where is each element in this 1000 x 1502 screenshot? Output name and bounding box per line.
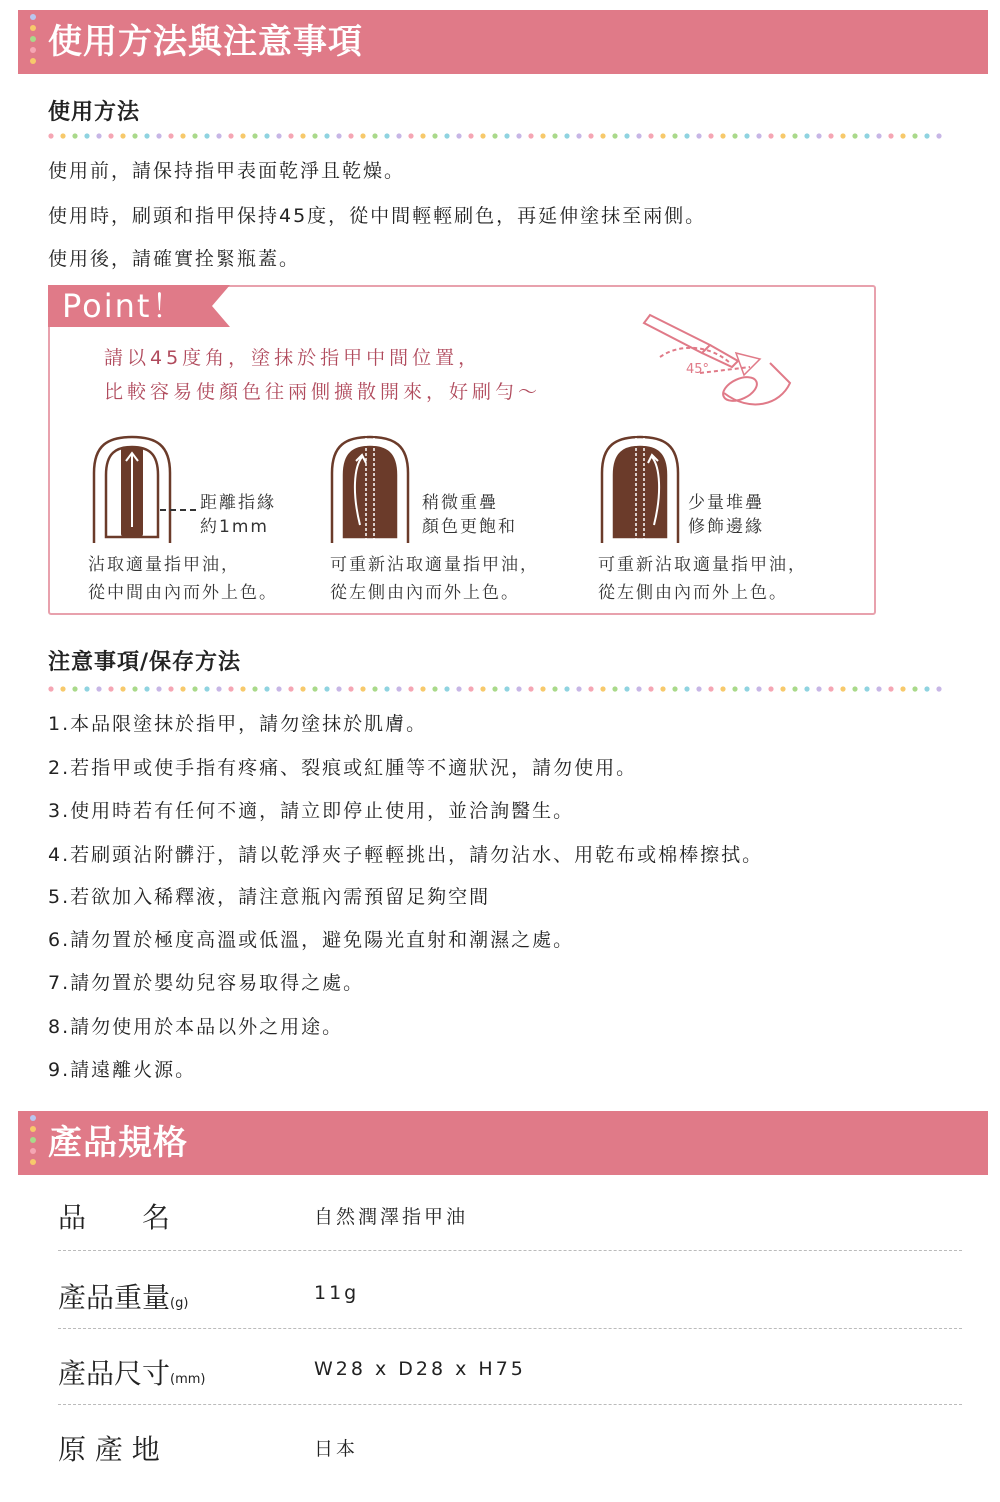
divider-dot (408, 133, 413, 138)
angle-label: 45° (686, 362, 710, 377)
divider-dot (876, 133, 881, 138)
spec-key: 產品重量(g) (58, 1281, 189, 1314)
divider-dot (516, 133, 521, 138)
spec-row-name (58, 1180, 962, 1256)
divider-dot (576, 686, 581, 691)
step1-label-1: 距離指緣 (200, 493, 276, 513)
divider-dot (732, 686, 737, 691)
divider-dot (300, 133, 305, 138)
divider-dot (132, 686, 137, 691)
divider-dot (156, 133, 161, 138)
divider-dot (492, 686, 497, 691)
spec-key: 原 產 地 (58, 1433, 160, 1466)
divider-dot (864, 133, 869, 138)
caution-item: 1.本品限塗抹於指甲，請勿塗抹於肌膚。 (48, 713, 428, 735)
spec-row-size (58, 1336, 962, 1412)
divider-dot (228, 686, 233, 691)
divider-dot (120, 686, 125, 691)
step1-caption-1: 沾取適量指甲油， (88, 555, 240, 575)
usage-line-1: 使用前，請保持指甲表面乾淨且乾燥。 (48, 160, 406, 182)
divider-dot (684, 133, 689, 138)
divider-dot (684, 686, 689, 691)
caution-item: 6.請勿置於極度高溫或低溫，避免陽光直射和潮濕之處。 (48, 929, 575, 951)
divider-dot (564, 686, 569, 691)
divider-dot (876, 686, 881, 691)
divider-dot (648, 686, 653, 691)
divider-dot (432, 133, 437, 138)
point-text-1: 請以45度角，塗抹於指甲中間位置， (104, 347, 482, 369)
divider-dot (60, 133, 65, 138)
spec-divider (58, 1250, 962, 1251)
divider-dot (924, 686, 929, 691)
divider-dot (888, 686, 893, 691)
step3-caption-2: 從左側由內而外上色。 (598, 583, 788, 603)
divider-dot (420, 133, 425, 138)
divider-dot (696, 133, 701, 138)
spec-key: 產品尺寸(mm) (58, 1357, 206, 1390)
divider-dot (216, 133, 221, 138)
divider-dot (336, 686, 341, 691)
divider-dot (624, 686, 629, 691)
divider-dot (672, 133, 677, 138)
divider-dot (468, 133, 473, 138)
divider-dot (600, 133, 605, 138)
point-tag-label: Point！ (62, 287, 186, 325)
divider-dot (840, 133, 845, 138)
usage-heading: 使用方法 (48, 100, 141, 125)
divider-dot (852, 133, 857, 138)
point-text-2: 比較容易使顏色往兩側擴散開來，好刷勻～ (104, 381, 542, 403)
divider-dot (456, 686, 461, 691)
divider-dot (540, 686, 545, 691)
divider-dot (900, 686, 905, 691)
divider-dot (48, 686, 53, 691)
divider-dot (732, 133, 737, 138)
caution-item: 5.若欲加入稀釋液，請注意瓶內需預留足夠空間 (48, 886, 491, 908)
divider-dot (168, 686, 173, 691)
caution-item: 8.請勿使用於本品以外之用途。 (48, 1016, 344, 1038)
divider-dot (300, 686, 305, 691)
banner-dots (30, 14, 38, 69)
divider-dot (744, 133, 749, 138)
nail-step-3 (596, 433, 686, 543)
divider-dot (168, 133, 173, 138)
divider-dot (672, 686, 677, 691)
divider-dot (612, 133, 617, 138)
divider-dot (792, 133, 797, 138)
caution-heading: 注意事項/保存方法 (48, 650, 242, 675)
step1-caption-2: 從中間由內而外上色。 (88, 583, 278, 603)
divider-dot (900, 133, 905, 138)
brush-angle-illustration (640, 293, 840, 423)
nail-step-1 (88, 433, 178, 543)
divider-dot (852, 686, 857, 691)
divider-dot (648, 133, 653, 138)
section-banner-specs (18, 1111, 988, 1175)
divider-dot (348, 133, 353, 138)
dotted-divider (48, 686, 944, 692)
divider-dot (480, 686, 485, 691)
caution-item: 3.使用時若有任何不適，請立即停止使用，並洽詢醫生。 (48, 800, 575, 822)
divider-dot (504, 133, 509, 138)
banner-dots (30, 1115, 38, 1170)
spec-divider (58, 1404, 962, 1405)
divider-dot (84, 133, 89, 138)
section-title: 使用方法與注意事項 (48, 22, 363, 62)
divider-dot (432, 686, 437, 691)
divider-dot (660, 686, 665, 691)
step3-label-1: 少量堆疊 (688, 493, 764, 513)
divider-dot (444, 686, 449, 691)
divider-dot (720, 133, 725, 138)
divider-dot (612, 686, 617, 691)
divider-dot (360, 133, 365, 138)
divider-dot (912, 686, 917, 691)
divider-dot (396, 133, 401, 138)
divider-dot (312, 133, 317, 138)
divider-dot (180, 133, 185, 138)
divider-dot (756, 686, 761, 691)
divider-dot (888, 133, 893, 138)
divider-dot (576, 133, 581, 138)
caution-item: 4.若刷頭沾附髒汙，請以乾淨夾子輕輕挑出，請勿沾水、用乾布或棉棒擦拭。 (48, 844, 764, 866)
divider-dot (936, 133, 941, 138)
divider-dot (288, 686, 293, 691)
section-banner-usage (18, 10, 988, 74)
spec-key: 品 名 (58, 1201, 171, 1234)
divider-dot (156, 686, 161, 691)
divider-dot (744, 686, 749, 691)
divider-dot (276, 133, 281, 138)
nail-step-2 (326, 433, 416, 543)
divider-dot (108, 686, 113, 691)
divider-dot (708, 133, 713, 138)
spec-divider (58, 1328, 962, 1329)
divider-dot (96, 133, 101, 138)
divider-dot (768, 133, 773, 138)
divider-dot (252, 686, 257, 691)
divider-dot (60, 686, 65, 691)
divider-dot (132, 133, 137, 138)
divider-dot (96, 686, 101, 691)
divider-dot (780, 133, 785, 138)
divider-dot (144, 686, 149, 691)
divider-dot (504, 686, 509, 691)
divider-dot (912, 133, 917, 138)
divider-dot (204, 686, 209, 691)
divider-dot (456, 133, 461, 138)
divider-dot (216, 686, 221, 691)
spec-row-origin (58, 1412, 962, 1488)
divider-dot (792, 686, 797, 691)
divider-dot (264, 133, 269, 138)
divider-dot (372, 686, 377, 691)
divider-dot (816, 133, 821, 138)
divider-dot (396, 686, 401, 691)
step3-label-2: 修飾邊緣 (688, 517, 764, 537)
divider-dot (660, 133, 665, 138)
step2-caption-1: 可重新沾取適量指甲油， (330, 555, 539, 575)
divider-dot (204, 133, 209, 138)
spec-value: W28 x D28 x H75 (314, 1358, 526, 1380)
divider-dot (708, 686, 713, 691)
step2-caption-2: 從左側由內而外上色。 (330, 583, 520, 603)
divider-dot (192, 686, 197, 691)
divider-dot (420, 686, 425, 691)
divider-dot (372, 133, 377, 138)
divider-dot (84, 686, 89, 691)
divider-dot (816, 686, 821, 691)
divider-dot (324, 686, 329, 691)
divider-dot (624, 133, 629, 138)
divider-dot (864, 686, 869, 691)
divider-dot (840, 686, 845, 691)
divider-dot (492, 133, 497, 138)
divider-dot (180, 686, 185, 691)
divider-dot (48, 133, 53, 138)
spec-value: 11g (314, 1282, 360, 1304)
dotted-divider (48, 133, 944, 139)
divider-dot (552, 133, 557, 138)
divider-dot (636, 133, 641, 138)
divider-dot (528, 133, 533, 138)
divider-dot (588, 133, 593, 138)
divider-dot (192, 133, 197, 138)
divider-dot (144, 133, 149, 138)
divider-dot (528, 686, 533, 691)
divider-dot (336, 133, 341, 138)
step2-label-2: 顏色更飽和 (422, 517, 517, 537)
divider-dot (720, 686, 725, 691)
divider-dot (108, 133, 113, 138)
divider-dot (780, 686, 785, 691)
divider-dot (444, 133, 449, 138)
divider-dot (696, 686, 701, 691)
divider-dot (564, 133, 569, 138)
divider-dot (480, 133, 485, 138)
divider-dot (384, 686, 389, 691)
divider-dot (600, 686, 605, 691)
section-title: 產品規格 (48, 1123, 188, 1163)
divider-dot (768, 686, 773, 691)
divider-dot (540, 133, 545, 138)
divider-dot (360, 686, 365, 691)
divider-dot (240, 133, 245, 138)
divider-dot (384, 133, 389, 138)
divider-dot (552, 686, 557, 691)
spec-row-weight (58, 1260, 962, 1336)
divider-dot (468, 686, 473, 691)
divider-dot (252, 133, 257, 138)
divider-dot (276, 686, 281, 691)
divider-dot (828, 686, 833, 691)
step3-caption-1: 可重新沾取適量指甲油， (598, 555, 807, 575)
caution-item: 9.請遠離火源。 (48, 1059, 197, 1081)
divider-dot (408, 686, 413, 691)
divider-dot (756, 133, 761, 138)
divider-dot (636, 686, 641, 691)
usage-line-3: 使用後，請確實拴緊瓶蓋。 (48, 248, 301, 270)
caution-item: 7.請勿置於嬰幼兒容易取得之處。 (48, 972, 365, 994)
spec-value: 自然潤澤指甲油 (314, 1206, 469, 1228)
caution-item: 2.若指甲或使手指有疼痛、裂痕或紅腫等不適狀況，請勿使用。 (48, 757, 638, 779)
divider-dot (516, 686, 521, 691)
divider-dot (936, 686, 941, 691)
divider-dot (804, 686, 809, 691)
divider-dot (828, 133, 833, 138)
divider-dot (324, 133, 329, 138)
distance-marker (160, 507, 200, 513)
spec-value: 日本 (314, 1438, 359, 1460)
divider-dot (348, 686, 353, 691)
divider-dot (264, 686, 269, 691)
step2-label-1: 稍微重疊 (422, 493, 498, 513)
divider-dot (240, 686, 245, 691)
point-box (48, 285, 876, 615)
divider-dot (72, 686, 77, 691)
divider-dot (228, 133, 233, 138)
usage-line-2: 使用時，刷頭和指甲保持45度，從中間輕輕刷色，再延伸塗抹至兩側。 (48, 205, 707, 227)
divider-dot (72, 133, 77, 138)
step1-label-2: 約1mm (200, 517, 269, 537)
point-tag-shape (48, 285, 230, 327)
divider-dot (588, 686, 593, 691)
divider-dot (804, 133, 809, 138)
divider-dot (288, 133, 293, 138)
divider-dot (120, 133, 125, 138)
divider-dot (312, 686, 317, 691)
divider-dot (924, 133, 929, 138)
